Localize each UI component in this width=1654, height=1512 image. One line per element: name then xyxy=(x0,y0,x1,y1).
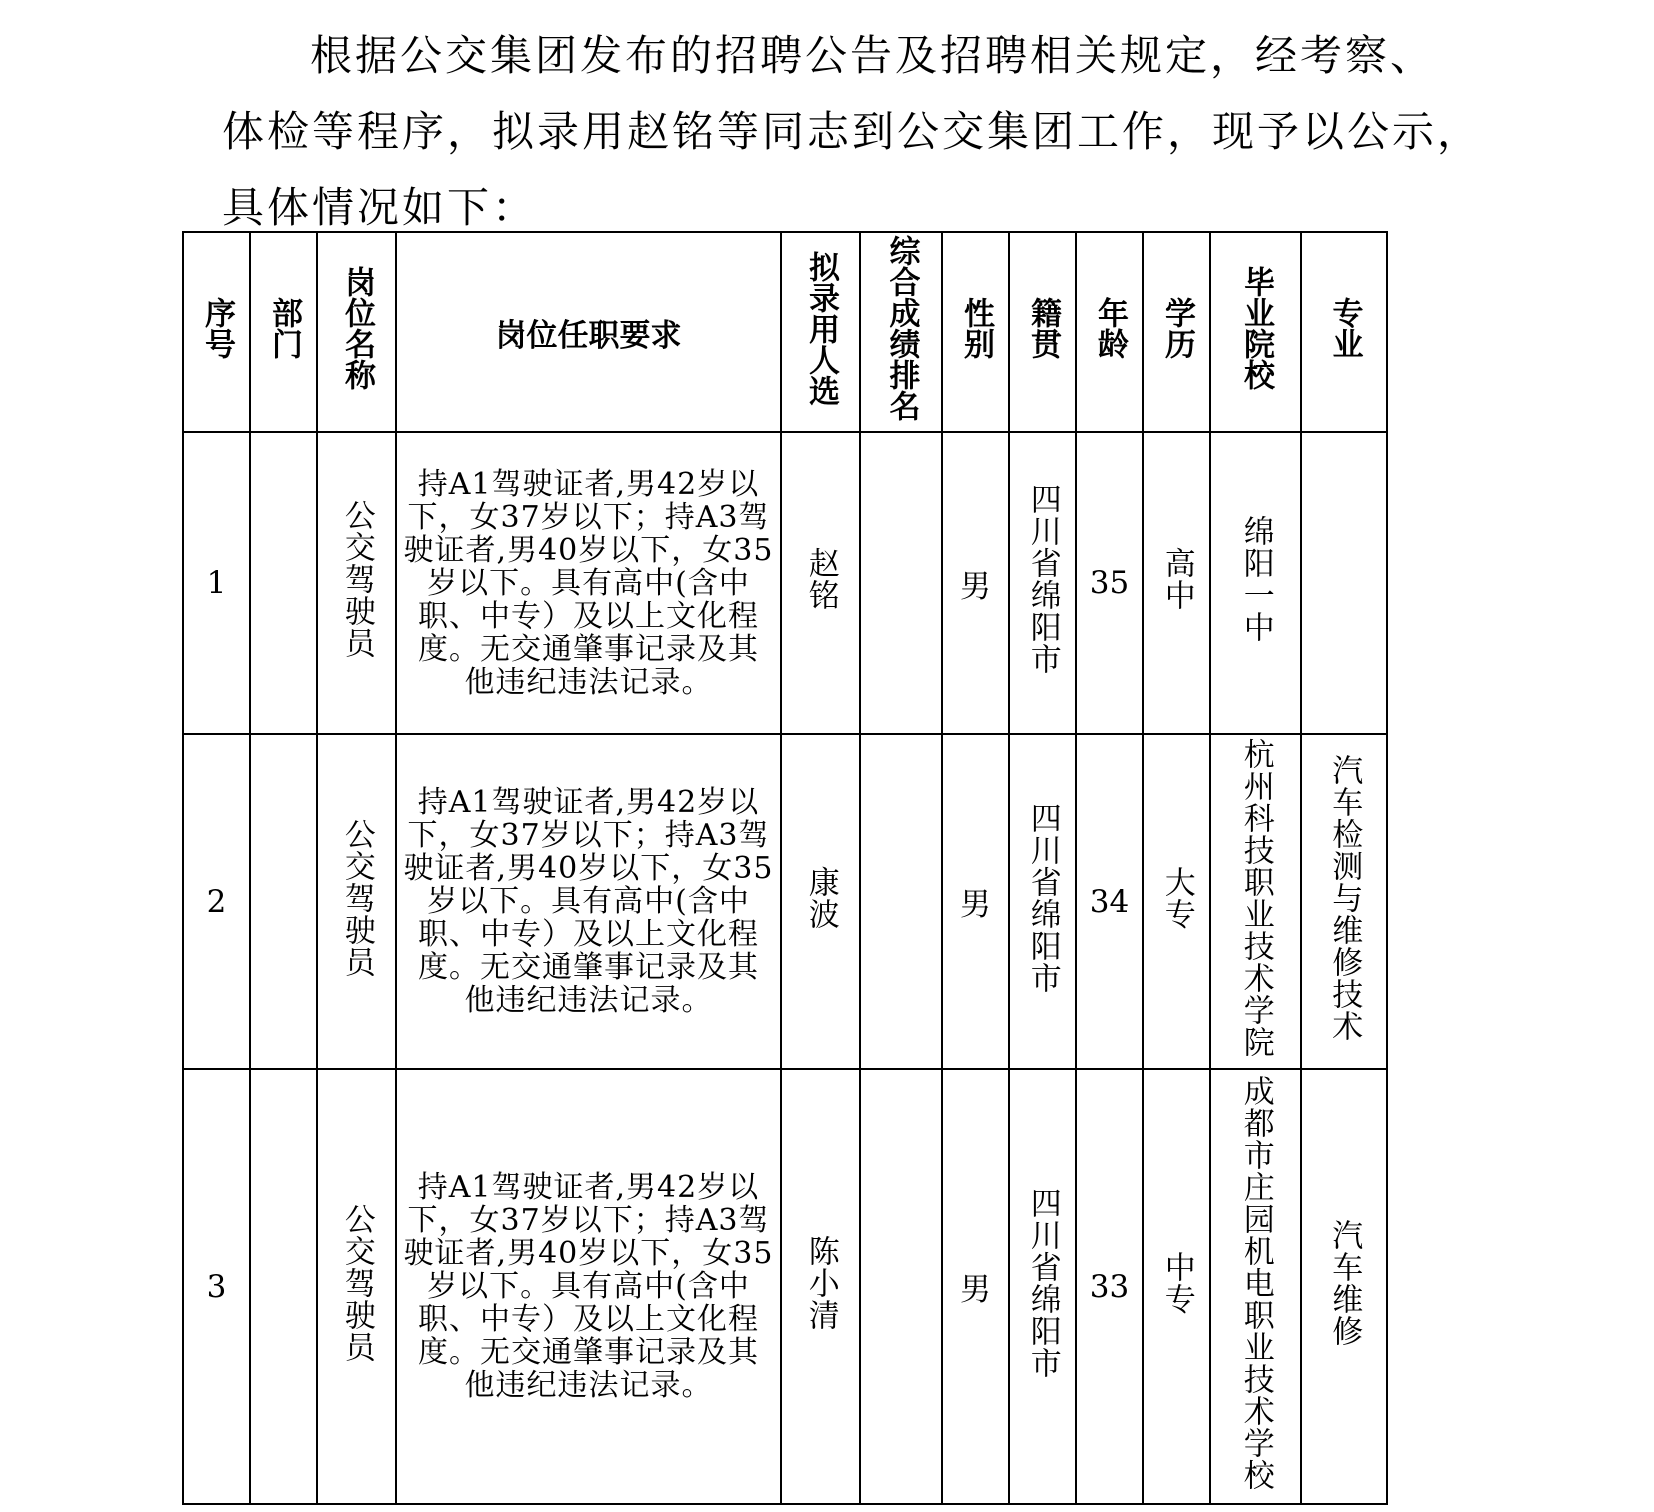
cell-major: 汽车检测与维修技术 xyxy=(1301,734,1387,1069)
table-row xyxy=(183,432,1387,734)
cell-origin: 四川省绵阳市 xyxy=(1009,432,1076,734)
header-cell: 部门 xyxy=(250,232,317,432)
header-cell: 年龄 xyxy=(1076,232,1143,432)
header-cell: 综合成绩排名 xyxy=(860,232,942,432)
cell-rank xyxy=(860,1069,942,1504)
header-cell: 籍贯 xyxy=(1009,232,1076,432)
header-cell: 岗位名称 xyxy=(317,232,396,432)
cell-requirement: 持A1驾驶证者,男42岁以下，女37岁以下；持A3驾驶证者,男40岁以下，女35岁以下。具有高中(含中职、中专）及以上文化程度。无交通肇事记录及其他违纪违法记录。 xyxy=(396,432,781,734)
header-cell: 毕业院校 xyxy=(1210,232,1301,432)
cell-gender: 男 xyxy=(942,1069,1009,1504)
header-cell: 序号 xyxy=(183,232,250,432)
cell-education: 大专 xyxy=(1143,734,1210,1069)
cell-dept xyxy=(250,432,317,734)
cell-gender: 男 xyxy=(942,734,1009,1069)
header-cell: 岗位任职要求 xyxy=(396,232,781,432)
table-row xyxy=(183,734,1387,1069)
intro-paragraph xyxy=(222,18,1483,246)
intro-line-1: 根据公交集团发布的招聘公告及招聘相关规定，经考察、 xyxy=(310,31,1436,80)
cell-requirement: 持A1驾驶证者,男42岁以下，女37岁以下；持A3驾驶证者,男40岁以下，女35岁以下。具有高中(含中职、中专）及以上文化程度。无交通肇事记录及其他违纪违法记录。 xyxy=(396,734,781,1069)
cell-education: 中专 xyxy=(1143,1069,1210,1504)
cell-position: 公交驾驶员 xyxy=(317,734,396,1069)
cell-rank xyxy=(860,432,942,734)
cell-rank xyxy=(860,734,942,1069)
table-row xyxy=(183,1069,1387,1504)
cell-age: 35 xyxy=(1076,432,1143,734)
cell-origin: 四川省绵阳市 xyxy=(1009,734,1076,1069)
intro-line-2: 体检等程序，拟录用赵铭等同志到公交集团工作，现予以公示， xyxy=(222,107,1483,156)
cell-education: 高中 xyxy=(1143,432,1210,734)
cell-dept xyxy=(250,1069,317,1504)
cell-gender: 男 xyxy=(942,432,1009,734)
header-cell: 学历 xyxy=(1143,232,1210,432)
cell-age: 33 xyxy=(1076,1069,1143,1504)
cell-position: 公交驾驶员 xyxy=(317,1069,396,1504)
header-cell: 性别 xyxy=(942,232,1009,432)
cell-requirement: 持A1驾驶证者,男42岁以下，女37岁以下；持A3驾驶证者,男40岁以下，女35岁以下。具有高中(含中职、中专）及以上文化程度。无交通肇事记录及其他违纪违法记录。 xyxy=(396,1069,781,1504)
cell-origin: 四川省绵阳市 xyxy=(1009,1069,1076,1504)
cell-name: 康波 xyxy=(781,734,860,1069)
cell-major xyxy=(1301,432,1387,734)
header-cell: 拟录用人选 xyxy=(781,232,860,432)
cell-school: 杭州科技职业技术学院 xyxy=(1210,734,1301,1069)
header-cell: 专业 xyxy=(1301,232,1387,432)
cell-age: 34 xyxy=(1076,734,1143,1069)
cell-name: 陈小清 xyxy=(781,1069,860,1504)
table-header-row xyxy=(183,232,1387,432)
cell-major: 汽车维修 xyxy=(1301,1069,1387,1504)
cell-position: 公交驾驶员 xyxy=(317,432,396,734)
cell-no: 1 xyxy=(183,432,250,734)
cell-school: 成都市庄园机电职业技术学校 xyxy=(1210,1069,1301,1504)
cell-no: 2 xyxy=(183,734,250,1069)
cell-dept xyxy=(250,734,317,1069)
intro-line-3: 具体情况如下： xyxy=(222,183,538,232)
cell-no: 3 xyxy=(183,1069,250,1504)
candidate-table xyxy=(182,231,1388,1505)
cell-name: 赵铭 xyxy=(781,432,860,734)
cell-school: 绵阳一中 xyxy=(1210,432,1301,734)
